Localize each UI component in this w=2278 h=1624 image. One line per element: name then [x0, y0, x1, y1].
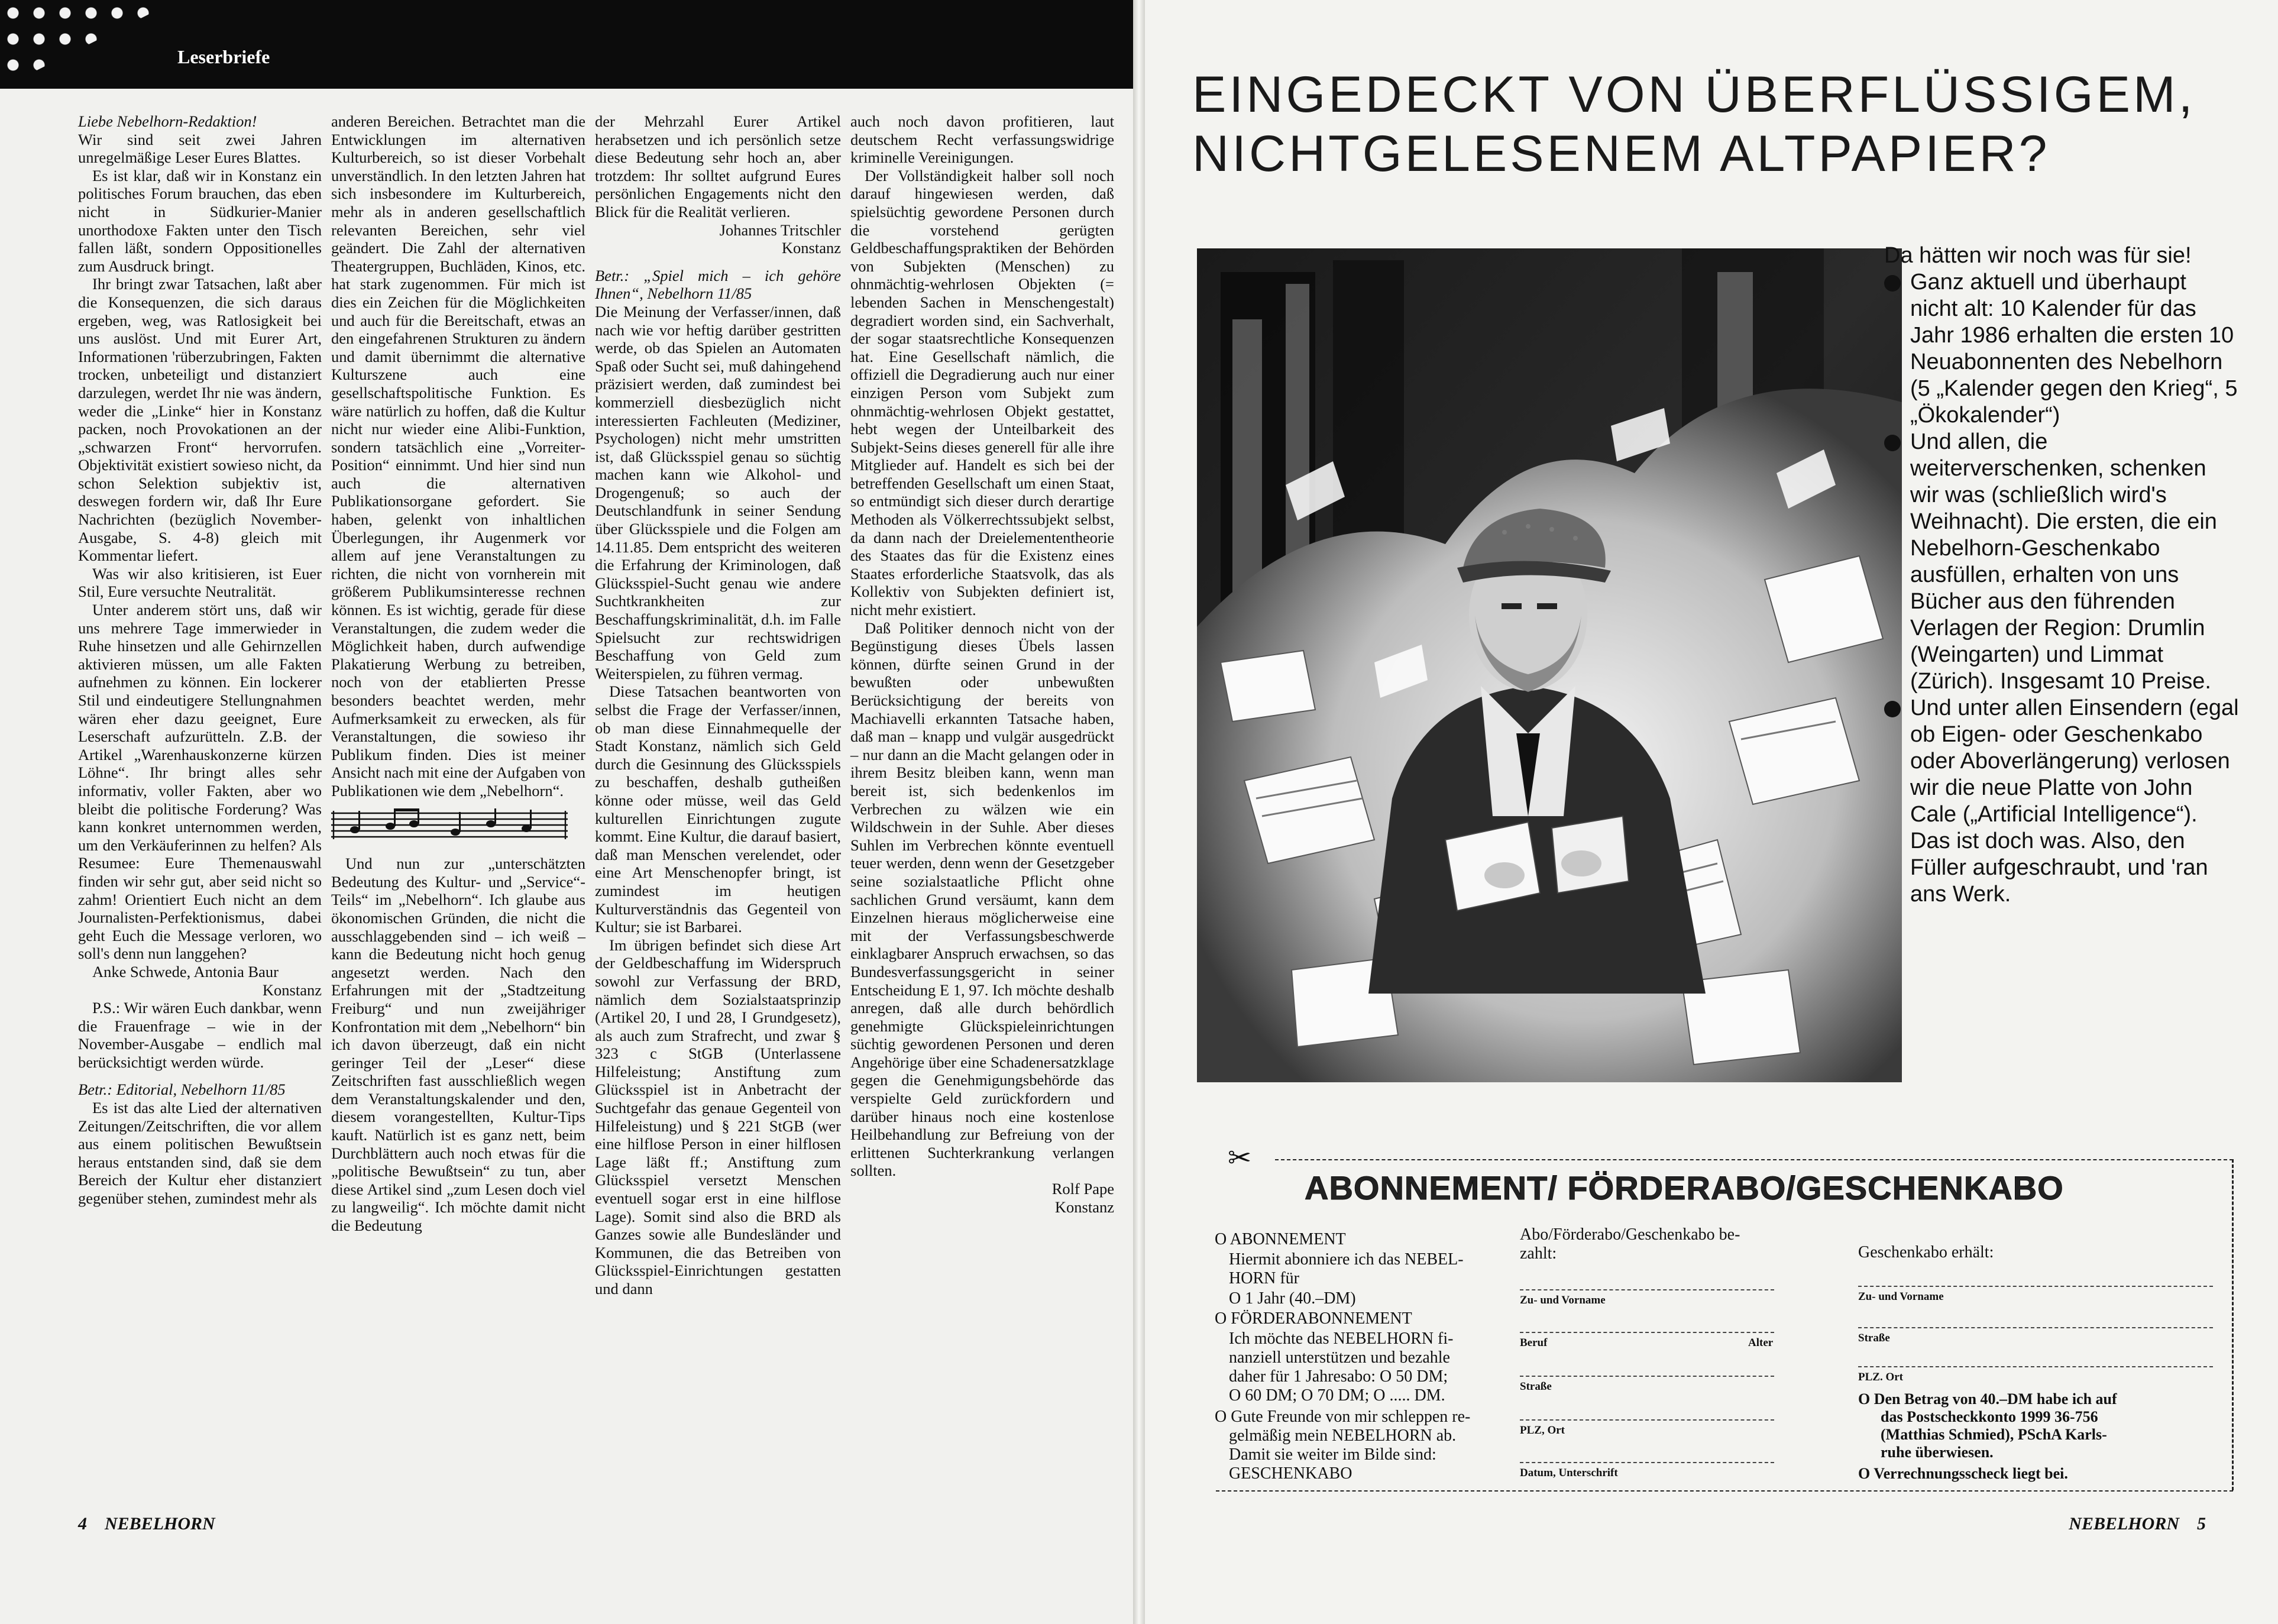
paragraph: anderen Bereichen. Betrachtet man die Entwicklungen im alternativen Kulturbereich, so ist dieser Vorbehalt unverständlich. In den letzten Jahren hat sich insbesondere im Kulturbereich, mehr als in anderen gesellschaftlich relevanten Bereichen, sehr viel geändert. Die Zahl der alternativen Theatergruppen, Buchläden, Kinos, etc. hat stark zugenommen. Für mich ist dies ein Zeichen für die Möglichkeiten und auch für die Bereitschaft, etwas an den eingefahrenen Strukturen zu ändern und damit übernimmt die alternative Kulturszene auch eine gesellschaftspolitische Funktion. Es wäre natürlich zu hoffen, daß die Kultur nicht nur wieder eine Alibi-Funktion, sondern tatsächlich eine „Vorreiter-Position“ einnimmt. Und hier sind nun auch die alternativen Publikationsorgane gefordert. Sie haben, gelenkt von inhaltlichen Überlegungen, ihr Augenmerk vor allem auf jene Veranstaltungen zu richten, die nicht von vornherein mit größerem Publikumsinteresse rechnen können. Es ist wichtig, gerade für diese Veranstaltungen, die zudem weder die Möglichkeit haben, durch aufwendige Plakatierung Werbung zu betreiben, noch von der etablierten Presse besonders beachtet werden, mehr Aufmerksamkeit zu erwecken, als für Veranstaltungen, die sowieso ihr Publikum finden. Dies ist meiner Ansicht nach mit eine der Aufgaben von Publikationen wie dem „Nebelhorn“.	[331, 112, 585, 800]
recipient-city-label: PLZ. Ort	[1858, 1371, 1903, 1383]
paragraph-gap	[78, 1071, 322, 1080]
paragraph: Ihr bringt zwar Tatsachen, laßt aber die Konsequenzen, die sich daraus ergeben, weg, was Ratlosigkeit bei uns auslöst. Und mit Eurer Art, Informationen 'rüberzubringen, Fakten trocken, unbeteiligt und distanziert darzulegen, werdet Ihr nie was ändern, weder die „Linke“ hier in Konstanz packen, noch Provokationen an der „schwarzen Front“ hervorrufen. Objektivität existiert sowieso nicht, da schon Selektion subjektiv ist, deswegen fordern wir, daß Ihr Eure Nachrichten (bezüglich November-Ausgabe, S. 4-8) gleich mit Kommentar liefert.	[78, 275, 322, 565]
promo-item-text: Und unter allen Einsendern (egal ob Eigen- oder Geschenkabo oder Aboverlängerung) verlosen wir die neue Platte von John Cale („Artificial Intelligence“).	[1910, 695, 2239, 827]
payer-sign-line[interactable]	[1520, 1462, 1774, 1463]
payer-street-label: Straße	[1520, 1380, 1552, 1393]
payment-transfer-3: (Matthias Schmied), PSchA Karls-	[1881, 1426, 2107, 1443]
paragraph: Der Vollständigkeit halber soll noch darauf hingewiesen werden, daß spielsüchtig gewordene Personen durch die vorstehend gerügten Geldbeschaffungspraktiken der Behörden von Subjekten (Menschen) zu ohnmächtig-wehrlosen Objekten (= lebenden Sachen in Menschengestalt) degradiert worden sind, ein Sachverhalt, der sogar staatsrechtliche Konsequenzen hat. Eine Gesellschaft nämlich, die offiziell die Degradierung auch nur einer einzigen Person vom Subjekt zum ohnmächtig-wehrlosen Objekt gestattet, hebt wegen der Unteilbarkeit des Subjekt-Seins dieses generell für alle ihre Mitglieder auf. Handelt es sich bei der betreffenden Gesellschaft um einen Staat, so entmündigt sich dieser durch derartige Methoden als Völkerrechtssubjekt selbst, da dann nach der Dreielemententheorie des Staates das für die Existenz eines Staates erforderliche Staatsvolk, das als Kollektiv von Subjekten definiert ist, nicht mehr existiert.	[850, 166, 1114, 619]
paragraph: Betr.: Editorial, Nebelhorn 11/85	[78, 1080, 286, 1099]
paragraph: Im übrigen befindet sich diese Art der Geldbeschaffung im Widerspruch sowohl zur Verfassung der BRD, nämlich dem Sozialstaatsprinzip (Artikel 20, I und 28, I Grundgesetz), als auch zum Strafrecht, und zwar § 323 c StGB (Unterlassene Hilfeleistung; Anstiftung zum Glücksspiel ist in Anbetracht der Suchtgefahr das genaue Gegenteil von Hilfeleistung) und § 221 StGB (wer eine hilflose Person in einer hilflosen Lage läßt ff.; Anstiftung zum Glücksspiel versetzt Menschen eventuell sogar erst in eine hilflose Lage). Somit sind also die BRD als Ganzes sowie alle Bundesländer und Kommunen, die das Betreiben von Glücksspiel-Einrichtungen gestatten und dann	[595, 936, 841, 1298]
payment-cheque-option[interactable]: O Verrechnungsscheck liegt bei.	[1858, 1465, 2068, 1482]
geschenk-text-3: Damit sie weiter im Bilde sind:	[1229, 1445, 1436, 1464]
cut-line-right	[2232, 1159, 2234, 1490]
paragraph: Konstanz	[1054, 1198, 1114, 1216]
music-notes-icon	[331, 808, 568, 839]
paragraph: Es ist klar, daß wir in Konstanz ein politisches Forum brauchen, das eben nicht in Südkurier-Manier unorthodoxe Fakten unter den Tisch fallen läßt, sondern Oppositionelles zum Ausdruck bringt.	[78, 166, 322, 275]
recipient-street-line[interactable]	[1858, 1327, 2213, 1328]
promo-item-text: Und allen, die weiterverschenken, schenken wir was (schließlich wird's Weihnacht). Die ersten, die ein Nebelhorn-Geschenkabo ausfüllen, erhalten von uns Bücher aus den führenden Verlagen der Region: Drumlin (Weingarten) und Limmat (Zürich). Insgesamt 10 Preise.	[1910, 429, 2217, 694]
payer-age-label: Alter	[1748, 1337, 1774, 1349]
foerder-amounts-2[interactable]: O 60 DM; O 70 DM; O ..... DM.	[1229, 1386, 1445, 1405]
advert-headline	[1192, 65, 2245, 183]
foerder-text-1: Ich möchte das NEBELHORN fi-	[1229, 1329, 1454, 1348]
letters-column-3	[595, 112, 841, 1298]
headline-line-1: EINGEDECKT VON ÜBERFLÜSSIGEM,	[1192, 66, 2196, 123]
paragraph: Konstanz	[262, 981, 322, 999]
promo-item	[1884, 269, 2239, 429]
paragraph: auch noch davon profitieren, laut deutschem Recht verfassungswidrige kriminelle Vereinigungen.	[850, 112, 1114, 167]
magazine-name: NEBELHORN	[105, 1514, 215, 1534]
payer-job-line[interactable]	[1520, 1332, 1774, 1333]
paragraph: Rolf Pape	[1051, 1180, 1114, 1198]
geschenk-title: GESCHENKABO	[1229, 1464, 1352, 1483]
promo-intro: Da hätten wir noch was für sie!	[1884, 243, 2192, 268]
payer-city-label: PLZ, Ort	[1520, 1424, 1565, 1437]
paragraph: Es ist das alte Lied der alternativen Zeitungen/Zeitschriften, die vor allem aus einem politischen Bewußtsein heraus entstanden sind, daß sie dem Bereich der Kultur eher distanziert gegenüber stehen, zumindest mehr als	[78, 1099, 322, 1208]
foerder-amounts-1[interactable]: daher für 1 Jahresabo: O 50 DM;	[1229, 1367, 1448, 1386]
section-header-bar	[0, 0, 1133, 89]
promo-outro: Das ist doch was. Also, den Füller aufgeschraubt, und 'ran ans Werk.	[1910, 829, 2208, 907]
payer-job-label: Beruf	[1520, 1337, 1548, 1349]
letters-column-1	[78, 112, 322, 1208]
paragraph: Anke Schwede, Antonia Baur	[92, 962, 279, 981]
page-folio-left	[78, 1514, 215, 1534]
promo-item	[1884, 429, 2239, 695]
letters-column-4	[850, 112, 1114, 1216]
promo-item	[1884, 695, 2239, 828]
paragraph: Was wir also kritisieren, ist Euer Stil, Eure versuchte Neutralität.	[78, 564, 322, 601]
payer-city-line[interactable]	[1520, 1419, 1774, 1421]
paragraph: Die Meinung der Verfasser/innen, daß nach wie vor heftig darüber gestritten werde, ob das Spielen an Automaten Spaß oder Sucht sei, muß dahingehend präzisiert werden, daß zumindest bei kommerziell diesbezüglich nicht interessierten Fachleuten (Mediziner, Psychologen) nicht mehr umstritten ist, daß Glücksspiel genau so süchtig machen kann wie Alkohol- und Drogengenuß; so auch der Deutschlandfunk in seiner Sendung über Glücksspiele und die Folgen am 14.11.85. Dem entspricht des weiteren die Erfahrung der Kriminologen, daß Glücksspiel-Sucht genau wie andere Suchtkrankheiten zur Beschaffungskriminalität, d.h. im Falle Spielsucht zur rechtswidrigen Beschaffung von Geld zum Weiterspielen, zu führen vermag.	[595, 302, 841, 682]
payment-transfer-4: ruhe überwiesen.	[1881, 1444, 1994, 1461]
payment-transfer-option[interactable]: O Den Betrag von 40.–DM habe ich auf	[1858, 1390, 2117, 1408]
payer-sign-label: Datum, Unterschrift	[1520, 1467, 1618, 1479]
page-number-right: 5	[2197, 1514, 2206, 1534]
page-number: 4	[78, 1514, 87, 1534]
payer-name-line[interactable]	[1520, 1289, 1774, 1290]
coupon-title: ABONNEMENT/ FÖRDERABO/GESCHENKABO	[1305, 1169, 2064, 1206]
option-geschenkabo[interactable]: O Gute Freunde von mir schleppen re-	[1215, 1408, 1471, 1426]
bullet-icon	[1884, 435, 1901, 451]
column-2-bottom-text	[331, 855, 585, 1234]
cut-line-bottom	[1216, 1490, 2233, 1492]
paragraph: Konstanz	[781, 239, 841, 257]
option-one-year[interactable]: O 1 Jahr (40.–DM)	[1229, 1289, 1356, 1308]
section-title: Leserbriefe	[177, 46, 270, 67]
payer-heading-1: Abo/Förderabo/Geschenkabo be-	[1520, 1225, 1740, 1244]
scissors-icon: ✂	[1228, 1141, 1252, 1175]
promo-text	[1884, 242, 2239, 908]
paragraph: Johannes Tritschler	[719, 221, 841, 239]
paragraph: Betr.: „Spiel mich – ich gehöre Ihnen“, Nebelhorn 11/85	[595, 266, 841, 303]
option-foerderabonnement[interactable]: O FÖRDERABONNEMENT	[1215, 1309, 1412, 1328]
headline-line-2: NICHTGELESENEM ALTPAPIER?	[1192, 125, 2050, 182]
promo-item-text: Ganz aktuell und überhaupt nicht alt: 10 Kalender für das Jahr 1986 erhalten die ersten 10 Neuabonnenten des Nebelhorn (5 „Kalender gegen den Krieg“, 5 „Ökokalender“)	[1910, 270, 2238, 428]
geschenk-text-2: gelmäßig mein NEBELHORN ab.	[1229, 1426, 1457, 1445]
paragraph: der Mehrzahl Eurer Artikel herabsetzen und ich persönlich setze diese Bedeutung sehr hoch an, aber trotzdem: Ihr solltet aufgrund Eures persönlichen Engagements nicht den Blick für die Realität verlieren.	[595, 112, 841, 221]
option-abonnement[interactable]: O ABONNEMENT	[1215, 1230, 1346, 1248]
letters-column-2	[331, 112, 585, 1235]
payment-transfer-2: das Postscheckkonto 1999 36-756	[1881, 1408, 2098, 1425]
paragraph: Wir sind seit zwei Jahren unregelmäßige Leser Eures Blattes.	[78, 130, 322, 167]
left-page	[0, 0, 1133, 1624]
payer-street-line[interactable]	[1520, 1376, 1774, 1377]
paragraph: Liebe Nebelhorn-Redaktion!	[78, 112, 257, 130]
paragraph: Diese Tatsachen beantworten von selbst die Frage der Verfasser/innen, ob man diese Einnahmequelle der Stadt Konstanz, nämlich sich Geld durch die Gesinnung des Glücksspiels zu beschaffen, deshalb gutheißen könne oder müsse, weil das Geld kulturellen Einrichtungen zugute kommt. Eine Kultur, die darauf basiert, daß man Menschen verelendet, oder eine Art Menschenopfer bringt, ist zumindest im heutigen Kulturverständnis das Gegenteil von Kultur; sie ist Barbarei.	[595, 682, 841, 936]
recipient-street-label: Straße	[1858, 1332, 1890, 1344]
abonnement-text-1: Hiermit abonniere ich das NEBEL-	[1229, 1250, 1464, 1269]
page-folio-right	[2069, 1514, 2206, 1534]
cut-line-top	[1275, 1159, 2233, 1160]
payer-heading-2: zahlt:	[1520, 1244, 1557, 1263]
recipient-name-line[interactable]	[1858, 1286, 2213, 1287]
recipient-heading: Geschenkabo erhält:	[1858, 1243, 1994, 1261]
paragraph: Daß Politiker dennoch nicht von der Begünstigung dieses Übels lassen können, dürfte seinen Grund in der bewußten oder unbewußten Berücksichtigung der bereits von Machiavelli erkannten Tatsache haben, daß man – knapp und vulgär ausgedrückt – nur dann an die Macht gelangen oder in ihrem Besitz bleiben kann, wenn man bereit ist, sich bedenkenlos im Verbrechen zu wälzen wie ein Wildschwein in der Suhle. Aber dieses Suhlen im Verbrechen könnte eventuell teuer werden, denn wenn der Gesetzgeber seine sozialstaatliche Pflicht ohne sachlichen Grund versäumt, kann dem Einzelnen hieraus möglicherweise eine mit der Verfassungsbeschwerde einklagbarer Anspruch erwachsen, so das Bundesverfassungsgericht in seiner Entscheidung E 1, 97. Ich möchte deshalb anregen, daß alle durch behördlich genehmigte Glückspieleinrichtungen süchtig gewordenen Personen und deren Angehörige über eine Schadenersatzklage gegen die Genehmigungsbehörde das verspielte Geld zurückfordern und darüber hinaus noch eine kostenlose Heilbehandlung zur Befreiung von der erlittenen Suchterkrankung verlangen sollten.	[850, 619, 1114, 1180]
right-page	[1145, 0, 2278, 1624]
recipient-city-line[interactable]	[1858, 1366, 2213, 1367]
magazine-name-right: NEBELHORN	[2069, 1514, 2179, 1534]
page-gutter	[1133, 0, 1145, 1624]
payer-name-label: Zu- und Vorname	[1520, 1294, 1606, 1306]
bullet-icon	[1884, 701, 1901, 717]
recipient-name-label: Zu- und Vorname	[1858, 1290, 1944, 1303]
paragraph: Und nun zur „unterschätzten Bedeutung des Kultur- und „Service“-Teils“ im „Nebelhorn“. Ich glaube aus ökonomischen Gründen, die nicht die ausschlaggebenden sind – ich weiß – kann die Bedeutung nicht hoch genug angesetzt werden. Nach den Erfahrungen mit der „Stadtzeitung Freiburg“ und nun zweijähriger Konfrontation mit dem „Nebelhorn“ bin ich davon überzeugt, daß ein nicht geringer Teil der „Leser“ diese Zeitschriften fast ausschließlich wegen dem Veranstaltungskalender und den, diesem vorangestellten, Kultur-Tips kauft. Natürlich ist es ganz nett, beim Durchblättern auch noch etwas für die „politische Bewußtsein“ zu tun, aber diese Artikel sind „zum Lesen doch viel zu langweilig“. Ich möchte damit nicht die Bedeutung	[331, 855, 585, 1235]
paragraph-gap	[595, 257, 841, 267]
paper-pile-photo	[1197, 248, 1902, 1082]
column-2-top-text	[331, 112, 585, 800]
abonnement-text-2: HORN für	[1229, 1269, 1299, 1287]
paragraph: Unter anderem stört uns, daß wir uns mehrere Tage immerwieder in Ruhe hinsetzen und alle Gehirnzellen aktivieren müssen, um alle Fakten aufnehmen zu können. Ein lockerer Stil und eindeutigere Stellungnahmen wären eher dazu geeignet, Eure Leserschaft aufzurütteln. Z.B. der Artikel „Warenhauskonzerne kürzen Löhne“. Ihr bringt alles sehr informativ, voller Fakten, aber wo bleibt die politische Forderung? Was kann konkret unternommen werden, um den Verkäuferinnen zu helfen? Als Resumee: Eure Themenauswahl finden wir sehr gut, aber seid nicht so zahm! Orientiert Euch nicht an dem Journalisten-Perfektionismus, dabei geht Euch die Message verloren, wo soll's denn nun langgehen?	[78, 601, 322, 963]
bullet-icon	[1884, 275, 1901, 292]
paragraph: P.S.: Wir wären Euch dankbar, wenn die Frauenfrage – wie in der November-Ausgabe – endlich mal berücksichtigt werden würde.	[78, 999, 322, 1071]
subscription-coupon	[1204, 1141, 2233, 1490]
foerder-text-2: nanziell unterstützen und bezahle	[1229, 1348, 1450, 1367]
